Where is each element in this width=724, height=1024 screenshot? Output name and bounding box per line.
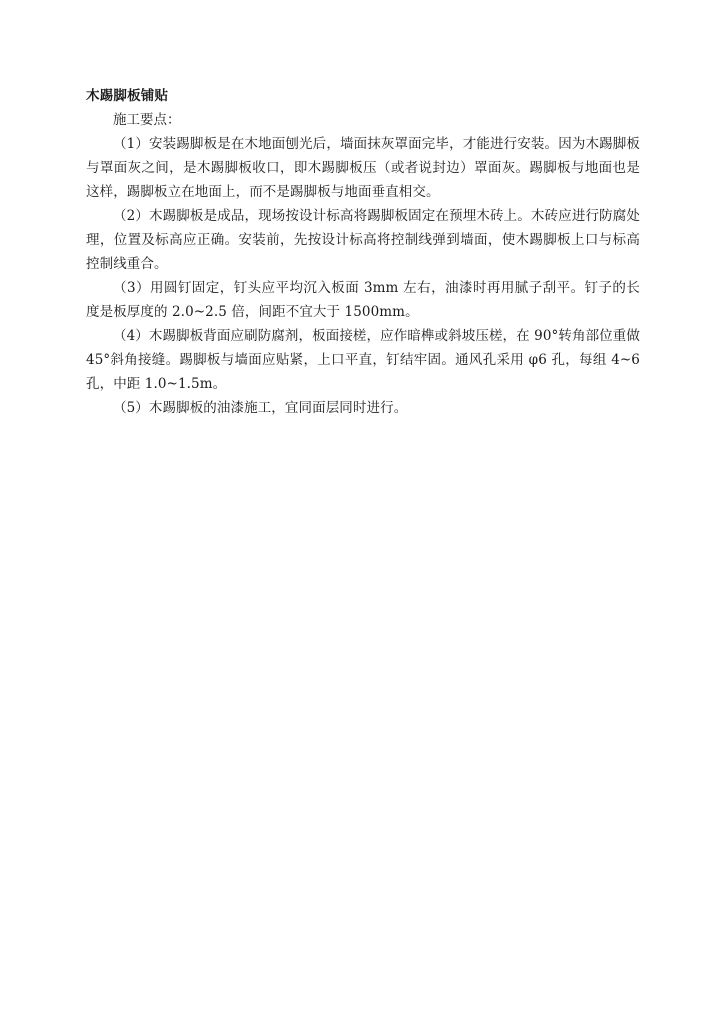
paragraph-5: （5）木踢脚板的油漆施工，宜同面层同时进行。	[113, 400, 408, 416]
document-page	[86, 84, 640, 420]
paragraph-3: （3）用圆钉固定，钉头应平均沉入板面 3mm 左右，油漆时再用腻子刮平。钉子的长度是板厚度的 2.0~2.5 倍，间距不宜大于 1500mm。	[86, 280, 640, 320]
paragraph-4: （4）木踢脚板背面应刷防腐剂，板面接槎，应作暗榫或斜坡压槎，在 90°转角部位重做 45°斜角接缝。踢脚板与墙面应贴紧，上口平直，钉结牢固。通风孔采用 φ6 孔，每组 4~6 孔，中距 1.0~1.5m。	[86, 328, 640, 392]
section-subheading: 施工要点：	[113, 112, 181, 128]
paragraph-1: （1）安装踢脚板是在木地面刨光后，墙面抹灰罩面完毕，才能进行安装。因为木踢脚板与罩面灰之间，是木踢脚板收口，即木踢脚板压（或者说封边）罩面灰。踢脚板与地面也是这样，踢脚板立在地面上，而不是踢脚板与地面垂直相交。	[86, 136, 640, 200]
paragraph-2: （2）木踢脚板是成品，现场按设计标高将踢脚板固定在预埋木砖上。木砖应进行防腐处理，位置及标高应正确。安装前，先按设计标高将控制线弹到墙面，使木踢脚板上口与标高控制线重合。	[86, 208, 640, 272]
document-title: 木踢脚板铺贴	[86, 88, 169, 104]
